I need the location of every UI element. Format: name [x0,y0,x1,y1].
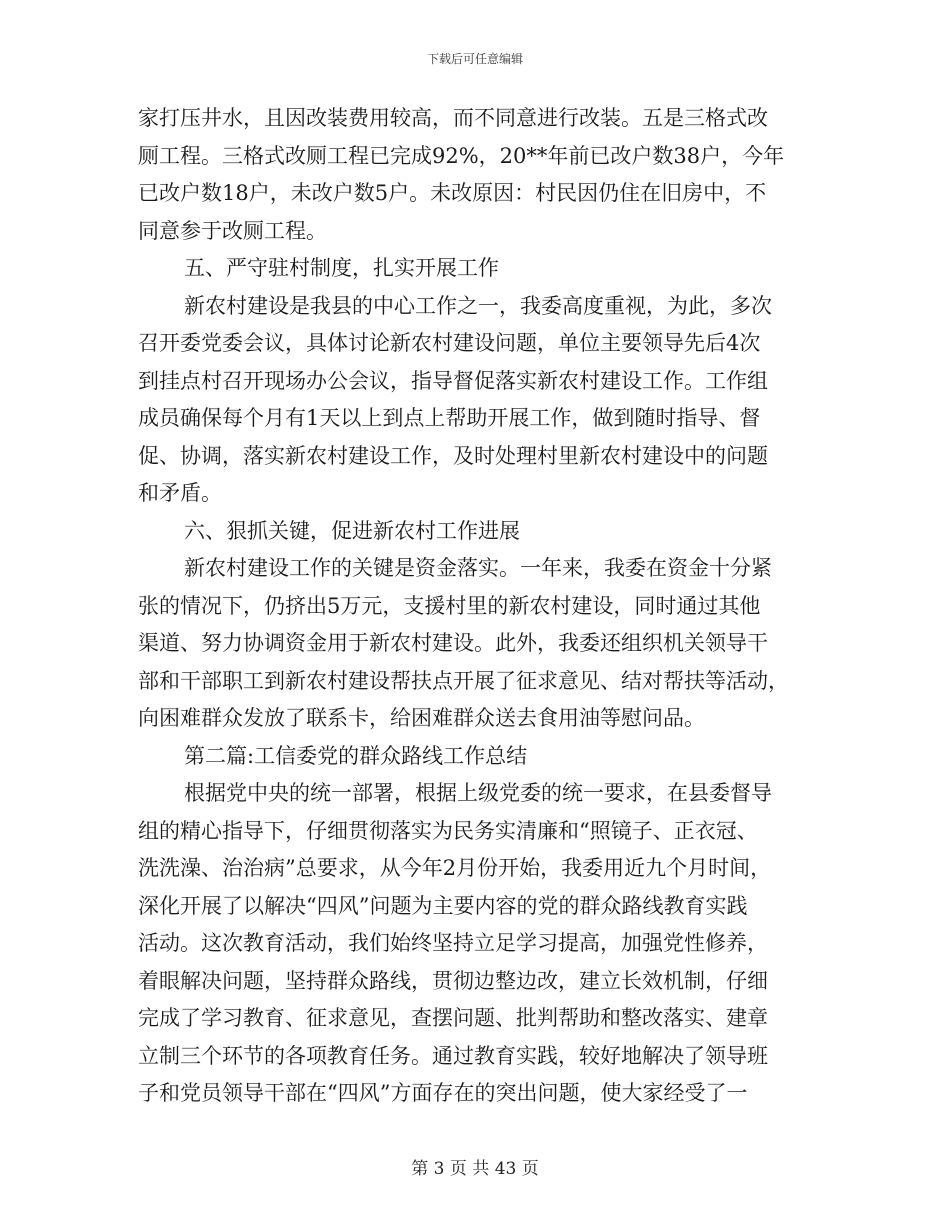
text-line: 根据党中央的统一部署，根据上级党委的统一要求，在县委督导 [184,781,772,805]
text-line: 家打压井水，且因改装费用较高，而不同意进行改装。五是三格式改 [138,106,768,130]
page-header: 下载后可任意编辑 [426,52,523,66]
text-line: 组的精心指导下，仔细贯彻落实为民务实清廉和“照镜子、正衣冠、 [138,818,758,843]
page-footer: 第 3 页 共 43 页 [411,1159,539,1179]
text-line: 部和干部职工到新农村建设帮扶点开展了征求意见、结对帮扶等活动， [138,668,789,693]
text-line: 厕工程。三格式改厕工程已完成92%，20**年前已改户数38户，今年 [138,143,785,168]
text-line: 活动。这次教育活动，我们始终坚持立足学习提高，加强党性修养， [138,931,768,955]
text-line: 同意参于改厕工程。 [138,218,327,243]
text-line: 成员确保每个月有1天以上到点上帮助开展工作，做到随时指导、督 [138,406,761,430]
text-line: 新农村建设是我县的中心工作之一，我委高度重视，为此，多次 [184,293,772,318]
text-line: 和矛盾。 [138,481,222,505]
text-line: 五、严守驻村制度，扎实开展工作 [184,256,499,280]
text-line: 新农村建设工作的关键是资金落实。一年来，我委在资金十分紧 [184,556,772,580]
text-line: 子和党员领导干部在“四风”方面存在的突出问题，使大家经受了一 [138,1081,748,1105]
text-line: 立制三个环节的各项教育任务。通过教育实践，较好地解决了领导班 [138,1043,768,1068]
text-line: 召开委党委会议，具体讨论新农村建设问题，单位主要领导先后4次 [138,331,761,355]
document-body [138,100,800,1113]
text-line: 到挂点村召开现场办公会议，指导督促落实新农村建设工作。工作组 [138,368,768,393]
text-line: 洗洗澡、治治病”总要求，从今年2月份开始，我委用近九个月时间， [138,856,772,880]
text-line: 促、协调，落实新农村建设工作，及时处理村里新农村建设中的问题 [138,443,768,468]
text-line: 完成了学习教育、征求意见，查摆问题、批判帮助和整改落实、建章 [138,1006,768,1030]
text-line: 第二篇:工信委党的群众路线工作总结 [184,743,528,768]
text-line: 深化开展了以解决“四风”问题为主要内容的党的群众路线教育实践 [138,893,748,918]
text-line: 向困难群众发放了联系卡，给困难群众送去食用油等慰问品。 [138,706,705,730]
text-line: 已改户数18户，未改户数5户。未改原因：村民因仍住在旧房中，不 [138,181,767,205]
text-line: 渠道、努力协调资金用于新农村建设。此外，我委还组织机关领导干 [138,631,768,655]
text-line: 张的情况下，仍挤出5万元，支援村里的新农村建设，同时通过其他 [138,593,761,618]
text-line: 六、狠抓关键，促进新农村工作进展 [184,518,520,543]
text-line: 着眼解决问题，坚持群众路线，贯彻边整边改，建立长效机制，仔细 [138,968,768,993]
